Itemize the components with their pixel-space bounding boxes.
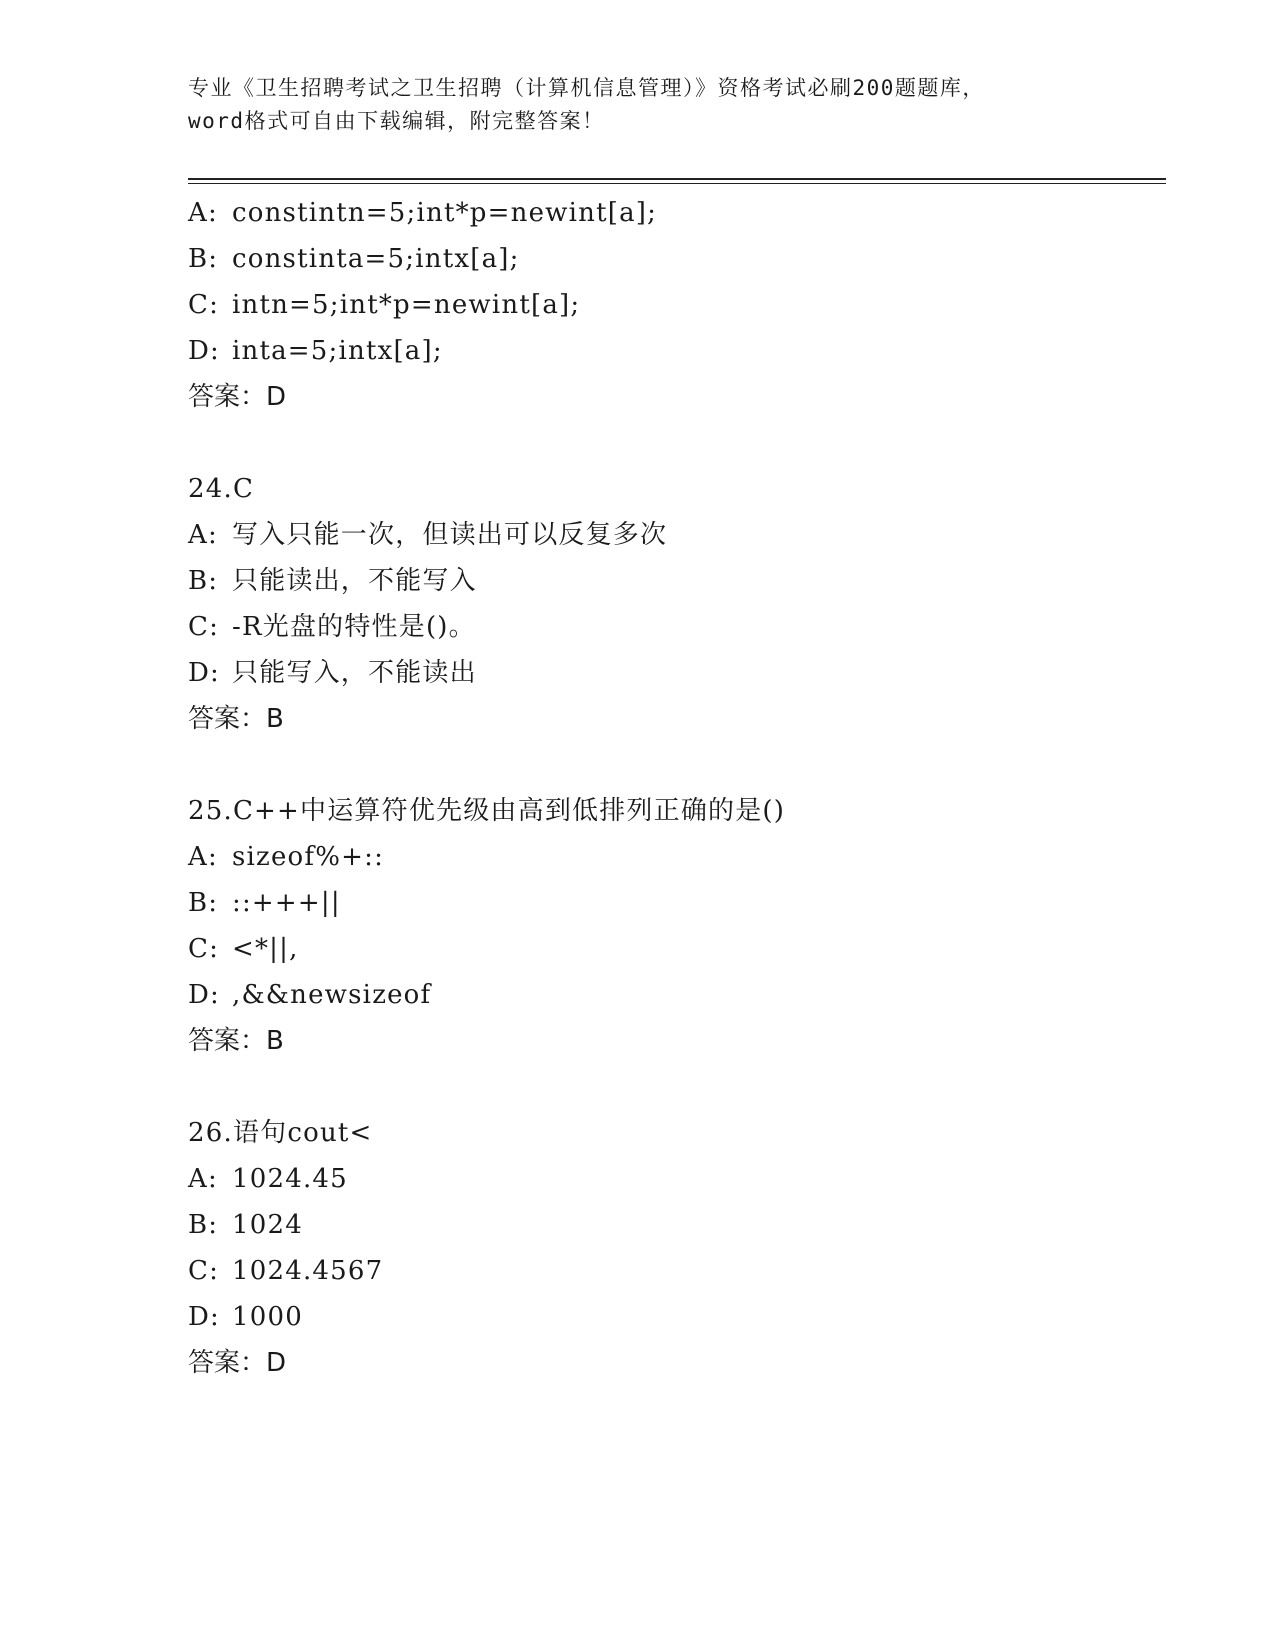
spacer [188, 742, 1168, 788]
option-d [188, 1294, 1168, 1340]
option-text: ,&&newsizeof [232, 980, 432, 1010]
option-label: D: [188, 980, 221, 1010]
option-text: constinta=5;intx[a]; [232, 244, 520, 274]
option-c [188, 604, 1168, 650]
header-line-1: 专业《卫生招聘考试之卫生招聘（计算机信息管理）》资格考试必刷200题题库， [188, 76, 985, 100]
option-text: 写入只能一次，但读出可以反复多次 [232, 520, 668, 550]
option-text: inta=5;intx[a]; [232, 336, 443, 366]
answer-line: 答案：D [188, 1348, 287, 1378]
option-label: D: [188, 658, 221, 688]
option-c [188, 1248, 1168, 1294]
option-a [188, 512, 1168, 558]
option-label: B: [188, 888, 219, 918]
option-c [188, 282, 1168, 328]
option-text: 1024.45 [232, 1164, 348, 1194]
option-label: D: [188, 1302, 221, 1332]
option-text: <*||, [232, 934, 299, 964]
option-b [188, 1202, 1168, 1248]
option-text: 1024 [232, 1210, 303, 1240]
option-label: A: [188, 842, 218, 872]
answer-line: 答案：B [188, 1026, 284, 1056]
option-label: B: [188, 244, 219, 274]
question-block [188, 1110, 1168, 1386]
question-stem: 24.C [188, 474, 255, 504]
option-label: A: [188, 198, 218, 228]
option-b [188, 880, 1168, 926]
spacer [188, 1064, 1168, 1110]
option-a [188, 834, 1168, 880]
option-text: -R光盘的特性是()。 [232, 612, 476, 642]
question-list [188, 190, 1168, 1386]
spacer [188, 420, 1168, 466]
document-header [188, 72, 1088, 138]
option-label: B: [188, 1210, 219, 1240]
answer-line: 答案：B [188, 704, 284, 734]
option-text: 只能写入，不能读出 [232, 658, 477, 688]
option-d [188, 972, 1168, 1018]
question-block [188, 788, 1168, 1064]
option-a [188, 190, 1168, 236]
option-label: B: [188, 566, 219, 596]
option-text: 1024.4567 [232, 1256, 384, 1286]
option-label: A: [188, 520, 218, 550]
option-label: C: [188, 1256, 220, 1286]
question-block [188, 466, 1168, 742]
option-text: constintn=5;int*p=newint[a]; [232, 198, 658, 228]
option-text: ::+++|| [232, 888, 341, 918]
question-stem: 25.C++中运算符优先级由高到低排列正确的是() [188, 796, 786, 826]
option-c [188, 926, 1168, 972]
option-a [188, 1156, 1168, 1202]
header-line-2: word格式可自由下载编辑，附完整答案！ [188, 109, 605, 133]
option-d [188, 328, 1168, 374]
option-d [188, 650, 1168, 696]
option-text: 1000 [232, 1302, 303, 1332]
header-divider [188, 178, 1166, 184]
option-b [188, 236, 1168, 282]
option-b [188, 558, 1168, 604]
option-label: C: [188, 612, 220, 642]
option-text: 只能读出，不能写入 [232, 566, 477, 596]
option-label: D: [188, 336, 221, 366]
option-label: C: [188, 934, 220, 964]
option-text: sizeof%+:: [232, 842, 385, 872]
option-label: A: [188, 1164, 218, 1194]
question-block [188, 190, 1168, 420]
option-label: C: [188, 290, 220, 320]
option-text: intn=5;int*p=newint[a]; [232, 290, 581, 320]
answer-line: 答案：D [188, 382, 287, 412]
question-stem: 26.语句cout< [188, 1118, 373, 1148]
